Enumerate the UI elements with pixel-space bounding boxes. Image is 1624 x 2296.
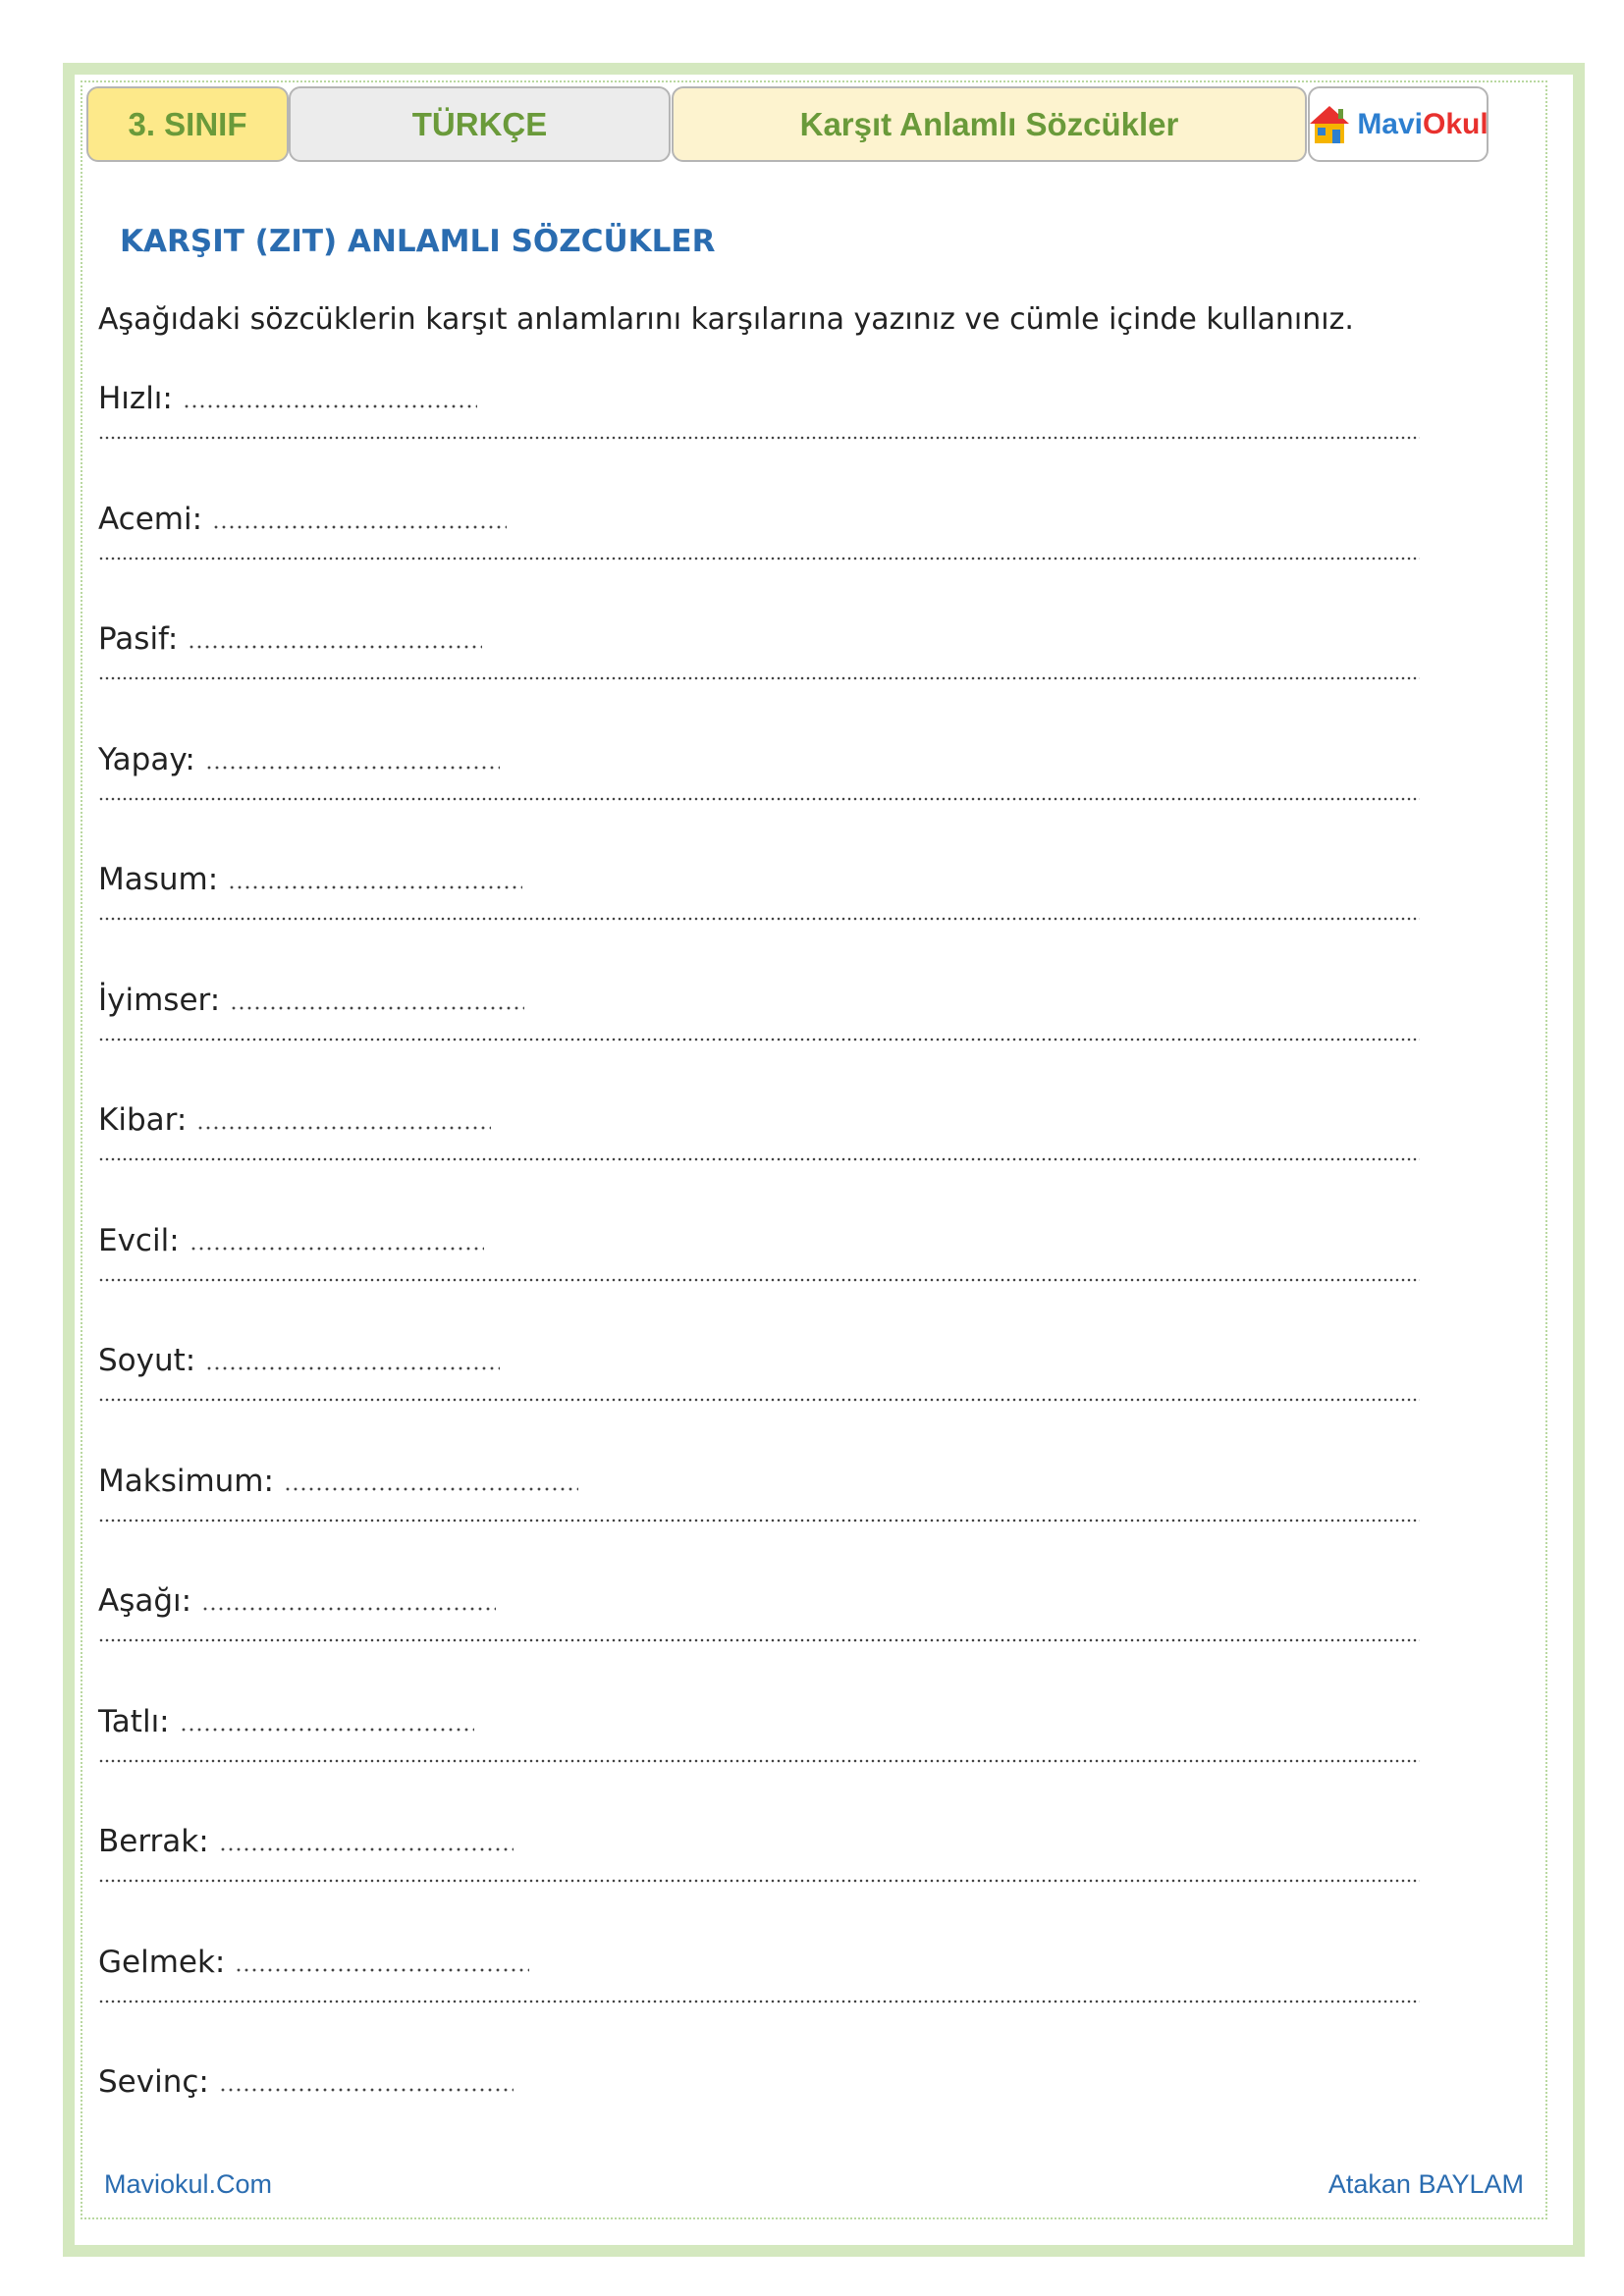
antonym-answer-line[interactable] bbox=[219, 1847, 514, 1851]
exercise-word: Evcil: bbox=[98, 1222, 180, 1258]
exercise-item bbox=[98, 498, 1424, 618]
sentence-answer-line[interactable] bbox=[98, 1157, 1420, 1161]
exercise-list bbox=[98, 377, 1424, 2181]
exercise-word: Sevinç: bbox=[98, 2064, 209, 2100]
exercise-word: Soyut: bbox=[98, 1343, 196, 1378]
sentence-answer-line[interactable] bbox=[98, 1519, 1420, 1522]
sentence-answer-line[interactable] bbox=[98, 676, 1420, 680]
maviokul-logo bbox=[1308, 86, 1489, 162]
class-label: 3. SINIF bbox=[86, 86, 289, 162]
antonym-answer-line[interactable] bbox=[205, 766, 500, 770]
exercise-word: Pasif: bbox=[98, 621, 179, 657]
exercise-word: Maksimum: bbox=[98, 1463, 274, 1499]
exercise-word: Yapay: bbox=[98, 741, 195, 777]
footer-site[interactable]: Maviokul.Com bbox=[104, 2169, 273, 2199]
footer-author: Atakan BAYLAM bbox=[1327, 2169, 1524, 2199]
exercise-item bbox=[98, 979, 1424, 1099]
antonym-answer-line[interactable] bbox=[183, 404, 477, 408]
antonym-answer-line[interactable] bbox=[180, 1728, 474, 1732]
sentence-answer-line[interactable] bbox=[98, 1879, 1420, 1883]
antonym-answer-line[interactable] bbox=[212, 525, 507, 529]
antonym-answer-line[interactable] bbox=[235, 1968, 529, 1972]
exercise-word: Aşağı: bbox=[98, 1583, 192, 1619]
sentence-answer-line[interactable] bbox=[98, 2000, 1420, 2003]
exercise-item bbox=[98, 738, 1424, 859]
antonym-answer-line[interactable] bbox=[230, 1006, 524, 1010]
exercise-item bbox=[98, 1460, 1424, 1580]
logo-text-okul: Okul bbox=[1423, 107, 1489, 140]
exercise-word: Kibar: bbox=[98, 1102, 188, 1138]
antonym-answer-line[interactable] bbox=[196, 1126, 491, 1130]
sentence-answer-line[interactable] bbox=[98, 1278, 1420, 1282]
exercise-word: Gelmek: bbox=[98, 1944, 226, 1980]
exercise-item bbox=[98, 377, 1424, 498]
exercise-word: Acemi: bbox=[98, 501, 203, 537]
exercise-word: İyimser: bbox=[98, 982, 221, 1018]
sentence-answer-line[interactable] bbox=[98, 917, 1420, 921]
logo-text-mavi: Mavi bbox=[1357, 107, 1424, 140]
antonym-answer-line[interactable] bbox=[284, 1487, 578, 1491]
antonym-answer-line[interactable] bbox=[205, 1366, 500, 1370]
exercise-item bbox=[98, 1820, 1424, 1941]
subject-label: TÜRKÇE bbox=[289, 86, 671, 162]
sentence-answer-line[interactable] bbox=[98, 1759, 1420, 1763]
sentence-answer-line[interactable] bbox=[98, 797, 1420, 801]
topic-label: Karşıt Anlamlı Sözcükler bbox=[672, 86, 1307, 162]
house-icon bbox=[1308, 104, 1351, 145]
exercise-item bbox=[98, 1941, 1424, 2061]
antonym-answer-line[interactable] bbox=[189, 1247, 484, 1251]
exercise-word: Berrak: bbox=[98, 1824, 209, 1859]
worksheet-title: KARŞIT (ZIT) ANLAMLI SÖZCÜKLER bbox=[120, 224, 716, 259]
antonym-answer-line[interactable] bbox=[228, 885, 522, 889]
instruction-text: Aşağıdaki sözcüklerin karşıt anlamlarını karşılarına yazınız ve cümle içinde kullanınız. bbox=[98, 302, 1354, 337]
antonym-answer-line[interactable] bbox=[201, 1607, 496, 1611]
exercise-word: Hızlı: bbox=[98, 381, 173, 416]
exercise-word: Tatlı: bbox=[98, 1703, 170, 1739]
exercise-item bbox=[98, 1700, 1424, 1821]
antonym-answer-line[interactable] bbox=[219, 2088, 514, 2092]
sentence-answer-line[interactable] bbox=[98, 1398, 1420, 1402]
sentence-answer-line[interactable] bbox=[98, 1038, 1420, 1041]
sentence-answer-line[interactable] bbox=[98, 557, 1420, 561]
exercise-item bbox=[98, 1579, 1424, 1700]
antonym-answer-line[interactable] bbox=[188, 645, 482, 649]
exercise-item bbox=[98, 1098, 1424, 1219]
exercise-item bbox=[98, 858, 1424, 979]
exercise-word: Masum: bbox=[98, 862, 219, 897]
sentence-answer-line[interactable] bbox=[98, 436, 1420, 440]
exercise-item bbox=[98, 2060, 1424, 2181]
exercise-item bbox=[98, 617, 1424, 738]
sentence-answer-line[interactable] bbox=[98, 1638, 1420, 1642]
exercise-item bbox=[98, 1219, 1424, 1340]
exercise-item bbox=[98, 1339, 1424, 1460]
